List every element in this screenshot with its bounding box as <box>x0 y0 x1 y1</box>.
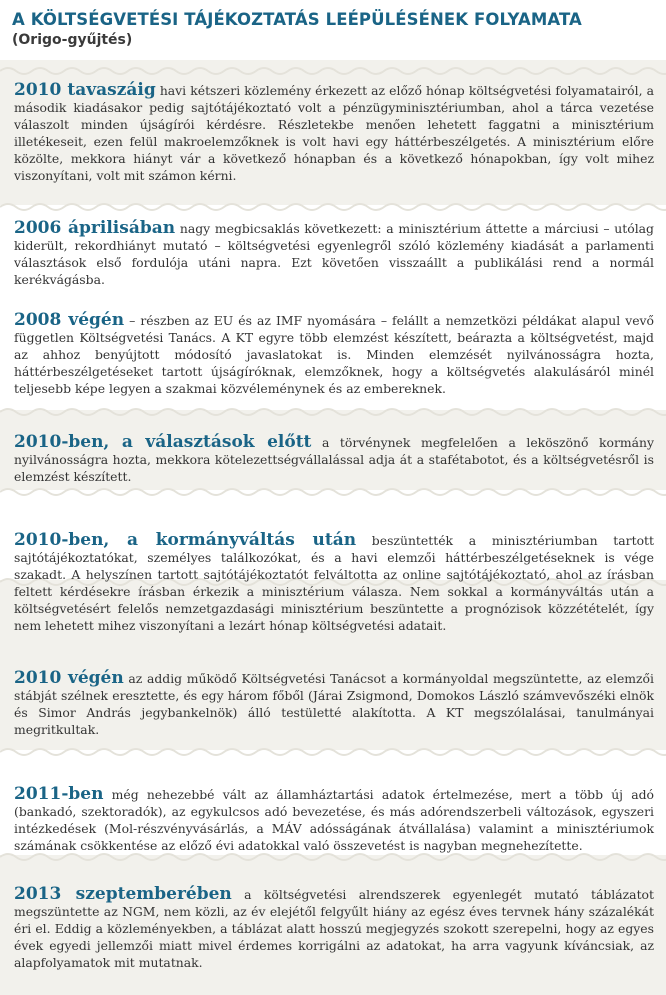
wave-divider <box>0 485 666 499</box>
entry-text: havi kétszeri közlemény érkezett az előző hónap költségvetési folyamatairól, a második kiadásakor pedig sajtótájékoztató volt a pénzügyminisztériumban, ahol a tárca vezetése válaszolt minden újságírói kérdésre. Részletekbe menően lehetett faggatni a minisztérium illetékeseit, ezen felül makroelemzőknek is volt havi egy háttérbeszélgetés. A minisztérium előre közölte, mekkora hiányt vár a következő hónapban és a következő hónapokban, így volt mihez viszonyítani, volt mit számon kérni. <box>14 83 655 183</box>
entry-2008-end <box>14 312 654 397</box>
entry-date: 2011-ben <box>14 784 104 804</box>
wave-divider <box>0 745 666 759</box>
page-subtitle: (Origo-gyűjtés) <box>12 32 133 48</box>
entry-text: még nehezebbé vált az államháztartási adatok értelmezése, mert a több új adó (bankadó, szektoradók), az egykulcsos adó bevezetése, és más adórendszerbeli változások, egyszeri intézkedések (Mol-részvényvásárlás, a MÁV adósságának átvállalása) valamint a minisztériumok számának csökkentése az előző évi adatokkal való összevetést is nagyban megnehezítette. <box>14 787 654 853</box>
entry-date: 2010 végén <box>14 668 124 688</box>
entry-2006-april <box>14 220 654 288</box>
wave-divider <box>0 64 666 78</box>
page-title: A KÖLTSÉGVETÉSI TÁJÉKOZTATÁS LEÉPÜLÉSÉNEK FOLYAMATA <box>12 10 582 29</box>
entry-2010-end <box>14 670 654 738</box>
entry-2010-after-change <box>14 532 654 634</box>
entry-2011 <box>14 786 654 854</box>
entry-text: a költségvetési alrendszerek egyenlegét mutató táblázatot megszüntette az NGM, nem közli, az év elejétől felgyűlt hiány az egész éves tervnek hány százalékát éri el. Eddig a közleményekben, a táblázat alatt hosszú megjegyzés szokott szerepelni, hogy az egyes évek egyedi jellemzői miatt mivel érdemes korrigálni az adatokat, ha arra vagyunk kíváncsiak, az alapfolyamatok mit mutatnak. <box>14 887 654 970</box>
wave-divider <box>0 405 666 419</box>
entry-date: 2013 szeptemberében <box>14 884 232 904</box>
entry-date: 2010-ben, a választások előtt <box>14 432 312 452</box>
timeline <box>0 60 666 995</box>
entry-2010-before-election <box>14 434 654 485</box>
entry-date: 2010-ben, a kormányváltás után <box>14 530 357 550</box>
entry-2013-september <box>14 886 654 971</box>
entry-date: 2006 áprilisában <box>14 218 176 238</box>
entry-text: nagy megbicsaklás következett: a minisztérium áttette a márciusi – utólag kiderült, rekordhiányt mutató – költségvetési egyenlegről szóló közlemény kiadását a parlamenti választások első fordulója utáni napra. Ezt követően visszaállt a publikálási rend a normál kerékvágásba. <box>14 221 654 287</box>
wave-divider <box>0 200 666 214</box>
entry-text: beszüntették a minisztériumban tartott sajtótájékoztatókat, személyes találkozókat, és a havi elemzői háttérbeszélgetéseknek is vége szakadt. A helyszínen tartott sajtótájékoztatót felváltotta az online sajtótájékoztató, ahol az írásban feltett kérdésekre írásban érkezik a minisztérium válasza. Nem sokkal a kormányváltás után a költségvetésért felelős nemzetgazdasági minisztérium beszüntette a prognózisok közzétételét, így nem lehetett mihez viszonyítani a lezárt hónap költségvetési adatait. <box>14 533 654 633</box>
entry-date: 2008 végén <box>14 310 125 330</box>
entry-2010-spring <box>14 82 654 184</box>
header <box>0 0 666 60</box>
entry-text: az addig működő Költségvetési Tanácsot a kormányoldal megszüntette, az elemzői stábját szélnek eresztette, és egy három főből (Járai Zsigmond, Domokos László számvevőszéki elnök és Simor András jegybankelnök) álló testületté alakította. A KT megszólalásai, tanulmányai megritkultak. <box>14 671 654 737</box>
entry-date: 2010 tavaszáig <box>14 80 156 100</box>
entry-text: a törvénynek megfelelően a leköszönő kormány nyilvánosságra hozta, mekkora kötelezettségvállalással adja át a stafétabotot, és a költségvetésről is elemzést készített. <box>14 435 654 484</box>
entry-text: – részben az EU és az IMF nyomására – felállt a nemzetközi példákat alapul vevő független Költségvetési Tanács. A KT egyre több elemzést készített, beárazta a költségvetést, majd az ahhoz benyújtott módosító javaslatokat is. Minden elemzését nyilvánosságra hozta, háttérbeszélgetéseket tartott újságíróknak, elemzőknek, hogy a költségvetés alakulásáról minél teljesebb képe legyen a szakmai közvéleménynek és az embereknek. <box>14 313 654 396</box>
